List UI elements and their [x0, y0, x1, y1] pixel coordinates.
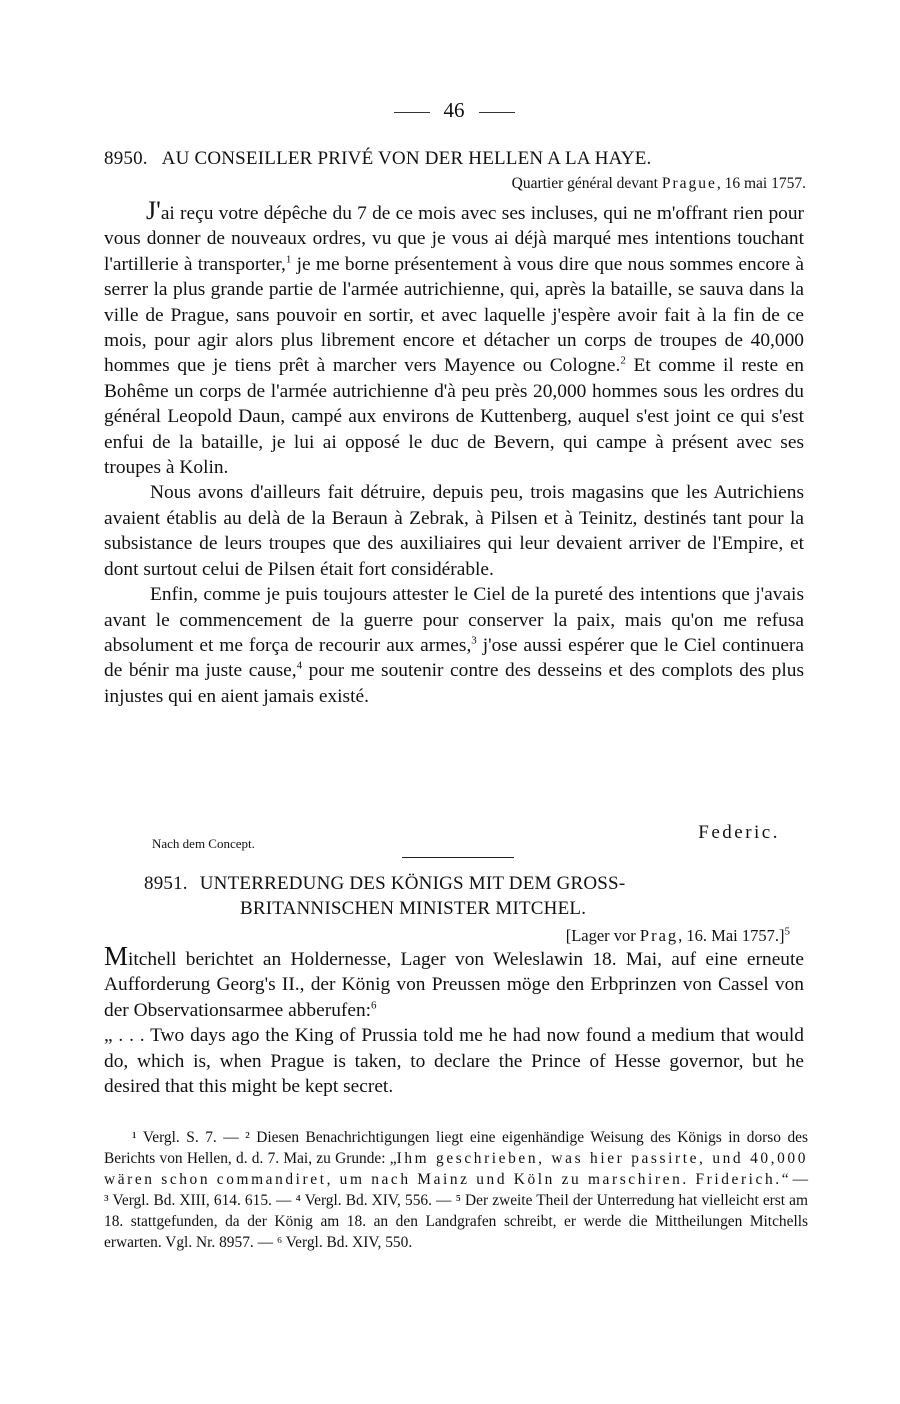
- letter2-body: [104, 941, 804, 1099]
- p1-text-c: Et comme il reste en Bohême un corps de l'armée autrichienne d'à peu près 20,000 hommes sous les ordres du général Leopold Daun, campé aux environs de Kuttenberg, auquel s'est joint ce qui s'est enfui de la bataille, je lui ai opposé le duc de Bevern, qui campe à présent avec ses troupes à Kolin.: [104, 355, 805, 479]
- signature: Federic.: [698, 822, 780, 843]
- p1-text-b: je me borne présentement à vous dire que nous sommes encore à serrer la plus grande partie de l'armée autrichienne, qui, après la bataille, se sauva dans la ville de Prague, sans pouvoir en sortir, et avec laquelle j'espère avoir fait à la fin de ce mois, pour agir alors plus librement encore et détacher un corps de troupes de 40,000 hommes que je tiens prêt à marcher vers Mayence ou Cologne.: [104, 253, 804, 377]
- footnote-ref-2: 2: [620, 354, 626, 367]
- dash-left: [394, 112, 430, 113]
- dateline2-place: Prag: [639, 926, 679, 945]
- dash-right: [479, 112, 515, 113]
- letter2-title-text1: UNTERREDUNG DES KÖNIGS MIT DEM GROSS-: [199, 873, 626, 894]
- footnotes: [104, 1127, 808, 1253]
- letter1-paragraph-2: Nous avons d'ailleurs fait détruire, depuis peu, trois magasins que les Autrichiens avaient établis au delà de la Beraun à Zebrak, à Pilsen et à Teinitz, destinés tant pour la subsistance de leurs troupes que des auxiliaires qui leur devaient arriver de l'Empire, et dont surtout celui de Pilsen était fort considérable.: [104, 482, 804, 580]
- dateline2-suffix: , 16. Mai 1757.]: [678, 926, 785, 945]
- letter1-title: AU CONSEILLER PRIVÉ VON DER HELLEN A LA HAYE.: [161, 148, 652, 169]
- letter1-number: 8950.: [104, 148, 148, 169]
- letter2-title-line1: [144, 871, 784, 896]
- letter2-heading: [144, 871, 784, 921]
- footnote-ref-3: 3: [471, 634, 477, 647]
- p3-text-b: j'ose aussi espérer que le Ciel continuera de bénir ma juste cause,: [104, 634, 804, 682]
- letter2-quote: „ . . . Two days ago the King of Prussia told me he had now found a medium that would do, which is, when Prague is taken, to declare the Prince of Hesse governor, but he desired that this might be kept secret.: [104, 1025, 804, 1098]
- dateline-suffix: , 16 mai 1757.: [716, 175, 806, 192]
- intro-text: itchell berichtet an Holdernesse, Lager von Weleslawin 18. Mai, auf eine erneute Aufforderung Georg's II., der König von Preussen möge den Erbprinzen von Cassel von der Observationsarmee abberufen:: [104, 949, 804, 1021]
- footnote-ref-4: 4: [296, 659, 303, 672]
- letter1-dateline: [512, 173, 806, 195]
- footnote-ref-6: 6: [371, 999, 377, 1012]
- footnote-ref-5: 5: [784, 925, 790, 938]
- section-divider: [402, 857, 514, 858]
- p3-text-a: Enfin, comme je puis toujours attester le Ciel de la pureté des intentions que j'avais avant le commencement de la guerre pour conserver la paix, mais qu'on me refusa absolument et me força de recourir aux armes,: [104, 584, 804, 656]
- p1-text-a: J'ai reçu votre dépêche du 7 de ce mois avec ses incluses, qui ne m'offrant rien pour vous donner de nouveaux ordres, vu que je vous ai déjà marqué mes intentions touchant l'artillerie à transporter,: [104, 196, 804, 275]
- footnote-text-b: “ — ³ Vergl. Bd. XIII, 614. 615. — ⁴ Vergl. Bd. XIV, 556. — ⁵ Der zweite Theil der Unterredung hat vielleicht erst am 18. stattgefunden, da der König am 18. an den Landgrafen schreibt, er werde die Mittheilungen Mitchells erwarten. Vgl. Nr. 8957. — ⁶ Vergl. Bd. XIV, 550.: [104, 1171, 808, 1251]
- source-note: Nach dem Concept.: [152, 836, 255, 851]
- letter2-intro: [104, 941, 804, 1023]
- letter1-paragraph-3: [104, 582, 804, 709]
- footnote-quote: Ihm geschrieben, was hier passirte, und 40,000 wären schon commandiret, um nach Mainz und Köln zu marschiren. Friderich.: [104, 1150, 808, 1188]
- letter1-paragraph-1: [104, 198, 804, 480]
- letter1-heading: [104, 146, 808, 171]
- dateline-place: Prague: [661, 175, 717, 192]
- footnote-block: [104, 1127, 808, 1253]
- dateline2-prefix: [Lager vor: [565, 926, 636, 945]
- drop-initial: M: [104, 941, 129, 971]
- page-number-row: [104, 96, 804, 124]
- p3-text-c: pour me soutenir contre des desseins et des complots des plus injustes qui en aient jamais existé.: [104, 660, 804, 707]
- page-number: 46: [443, 98, 465, 122]
- letter1-body: [104, 198, 804, 709]
- footnote-ref-1: 1: [285, 253, 292, 266]
- footnote-text-a: ¹ Vergl. S. 7. — ² Diesen Benachrichtigungen liegt eine eigenhändige Weisung des Königs in dorso des Berichts von Hellen, d. d. 7. Mai, zu Grunde: „: [104, 1129, 808, 1167]
- dateline-prefix: Quartier général devant: [511, 175, 658, 192]
- letter2-number: 8951.: [144, 873, 188, 894]
- letter2-title-line2: BRITANNISCHEN MINISTER MITCHEL.: [240, 898, 587, 919]
